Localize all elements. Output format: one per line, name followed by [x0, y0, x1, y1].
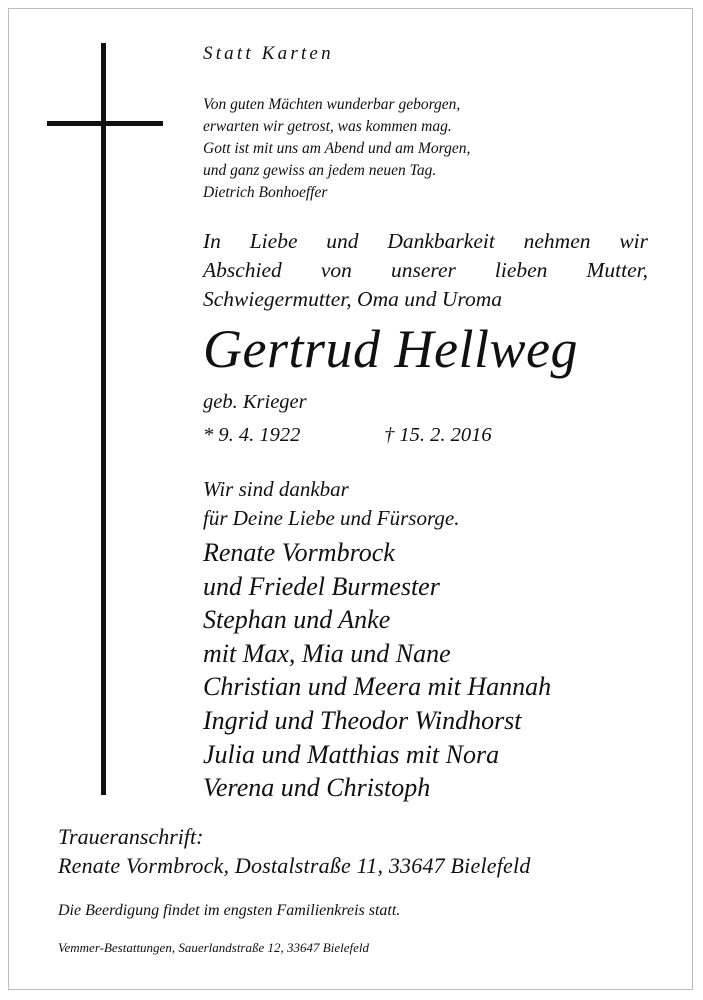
burial-note: Die Beerdigung findet im engsten Familienkreis statt. [58, 902, 401, 919]
poem-line: Gott ist mit uns am Abend und am Morgen, [203, 140, 471, 157]
mourner-line: Ingrid und Theodor Windhorst [203, 705, 522, 735]
thanks-text [203, 475, 459, 533]
poem-line: erwarten wir getrost, was kommen mag. [203, 118, 452, 135]
address-label: Traueranschrift: [58, 824, 204, 849]
mourner-line: mit Max, Mia und Nane [203, 638, 451, 668]
undertaker-info: Vemmer-Bestattungen, Sauerlandstraße 12, 33647 Bielefeld [58, 940, 369, 955]
poem-author: Dietrich Bonhoeffer [203, 184, 328, 201]
farewell-intro [203, 227, 648, 314]
poem-line: Von guten Mächten wunderbar geborgen, [203, 96, 461, 113]
mourner-line: Stephan und Anke [203, 605, 391, 635]
mourner-line: und Friedel Burmester [203, 571, 440, 601]
intro-line: Schwiegermutter, Oma und Uroma [203, 287, 502, 311]
poem-line: und ganz gewiss an jedem neuen Tag. [203, 162, 437, 179]
mourner-line: Christian und Meera mit Hannah [203, 672, 552, 702]
birth-name: geb. Krieger [203, 391, 307, 413]
statt-karten-heading: Statt Karten [203, 43, 334, 64]
thanks-line: für Deine Liebe und Fürsorge. [203, 506, 460, 530]
mourner-line: Renate Vormbrock [203, 538, 395, 567]
mourners-list [203, 536, 551, 805]
mourner-line: Verena und Christoph [203, 773, 431, 803]
cross-icon-vertical-bar [101, 43, 106, 795]
deceased-name: Gertrud Hellweg [203, 319, 578, 379]
thanks-line: Wir sind dankbar [203, 477, 349, 501]
mourner-line: Julia und Matthias mit Nora [203, 739, 500, 769]
cross-icon-horizontal-bar [47, 121, 163, 126]
death-date: † 15. 2. 2016 [384, 424, 492, 446]
bonhoeffer-poem [203, 94, 470, 204]
mourning-address: Renate Vormbrock, Dostalstraße 11, 33647 Bielefeld [58, 853, 531, 878]
intro-line: Abschied von unserer lieben Mutter, [203, 258, 648, 282]
birth-date: * 9. 4. 1922 [203, 424, 301, 446]
intro-line: In Liebe und Dankbarkeit nehmen wir [203, 229, 648, 253]
